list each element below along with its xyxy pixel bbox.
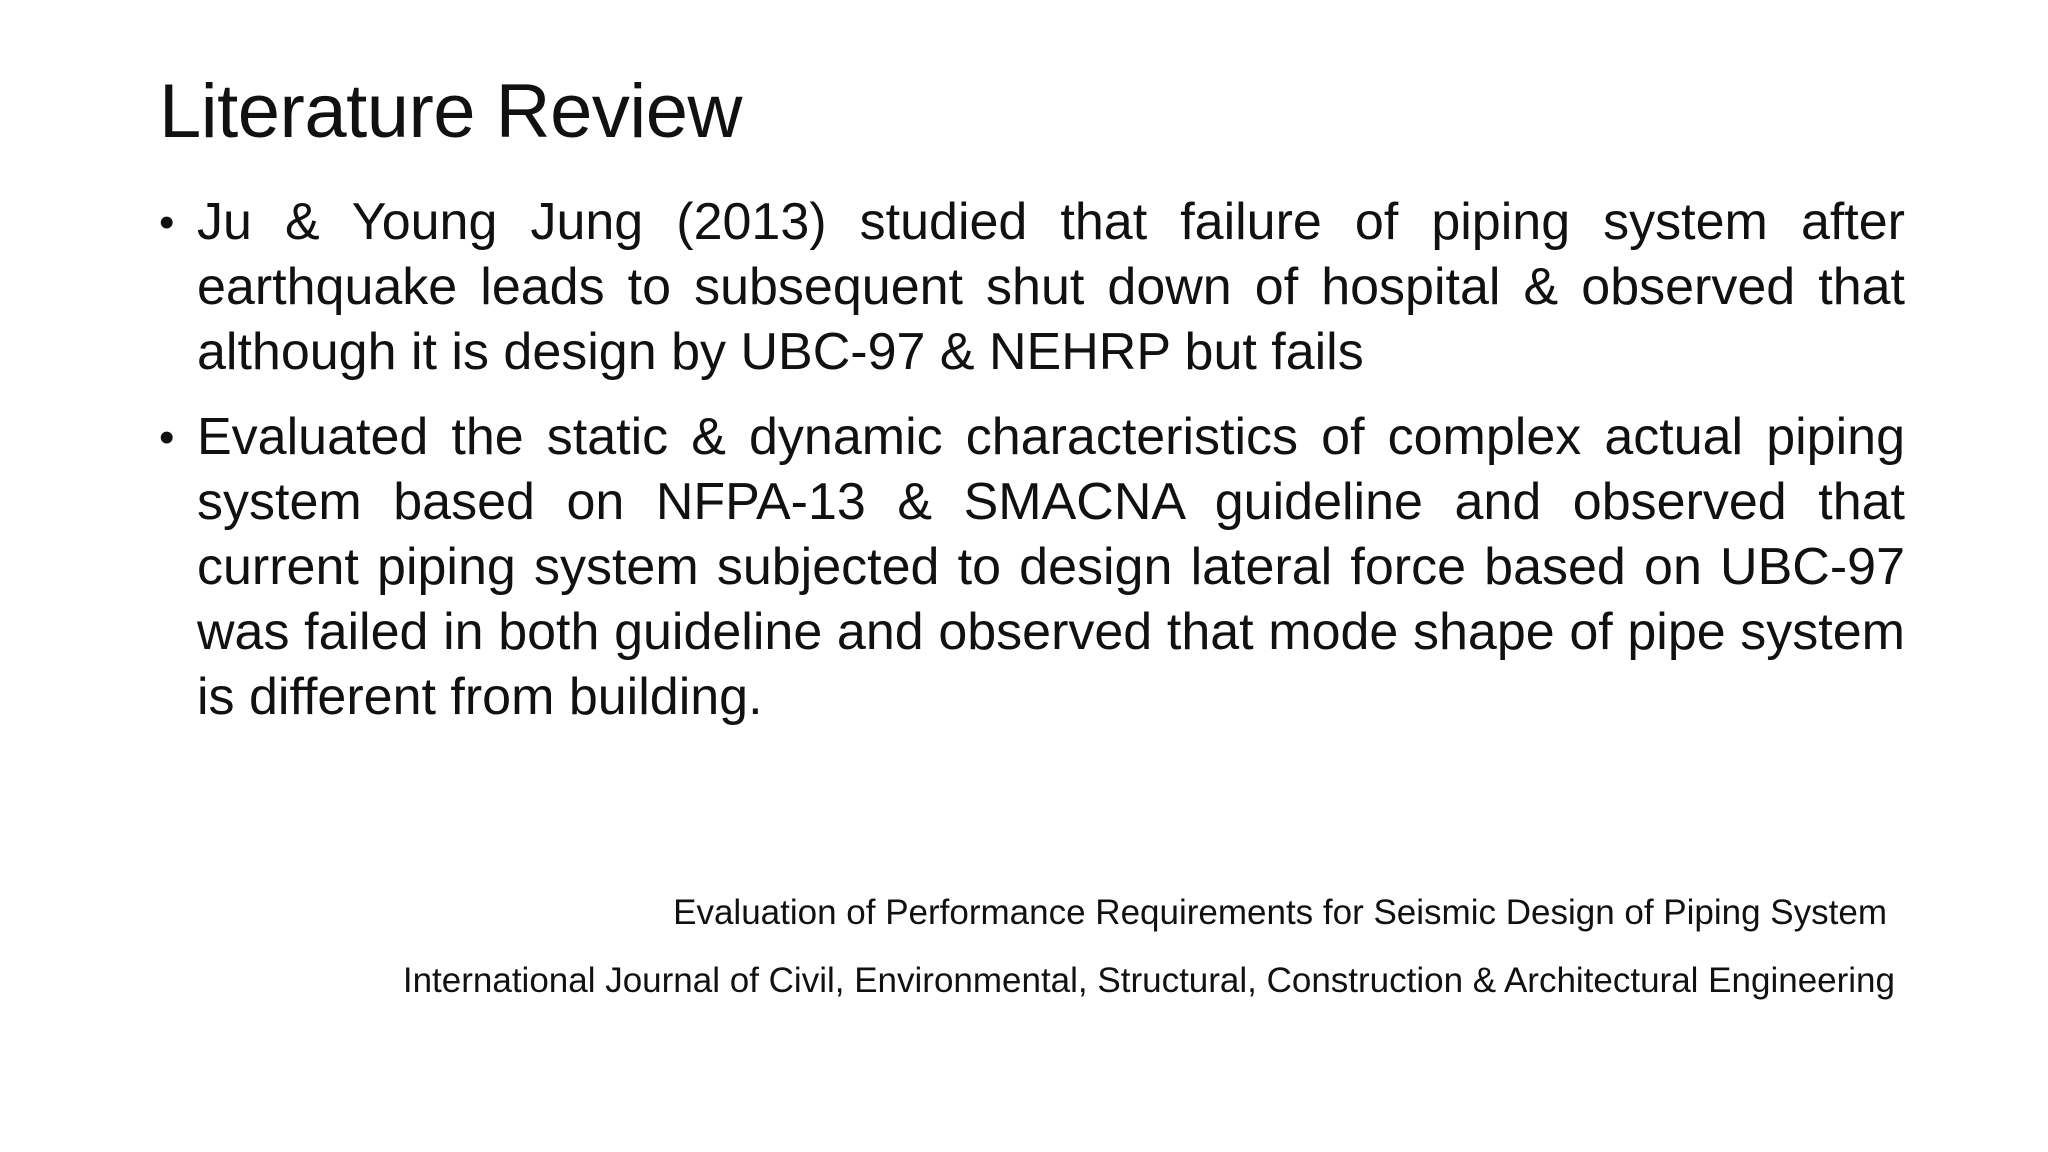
bullet-marker: • (159, 198, 175, 247)
bullet-text: Ju & Young Jung (2013) studied that failure of piping system after earthquake leads to subsequent shut down of hospital & observed that although it is design by UBC-97 & NEHRP but fails (197, 193, 1905, 381)
bullet-item (159, 405, 1905, 730)
bullet-list (159, 190, 1905, 750)
bullet-item (159, 190, 1905, 385)
slide-title: Literature Review (159, 69, 742, 154)
reference-paper-title: Evaluation of Performance Requirements for Seismic Design of Piping System (673, 893, 1887, 932)
bullet-text: Evaluated the static & dynamic characteristics of complex actual piping system based on NFPA-13 & SMACNA guideline and observed that current piping system subjected to design lateral force based on UBC-97 was failed in both guideline and observed that mode shape of pipe system is different from building. (197, 408, 1905, 726)
reference-journal-name: International Journal of Civil, Environmental, Structural, Construction & Architectural Engineering (402, 961, 1895, 1000)
bullet-marker: • (159, 413, 175, 462)
